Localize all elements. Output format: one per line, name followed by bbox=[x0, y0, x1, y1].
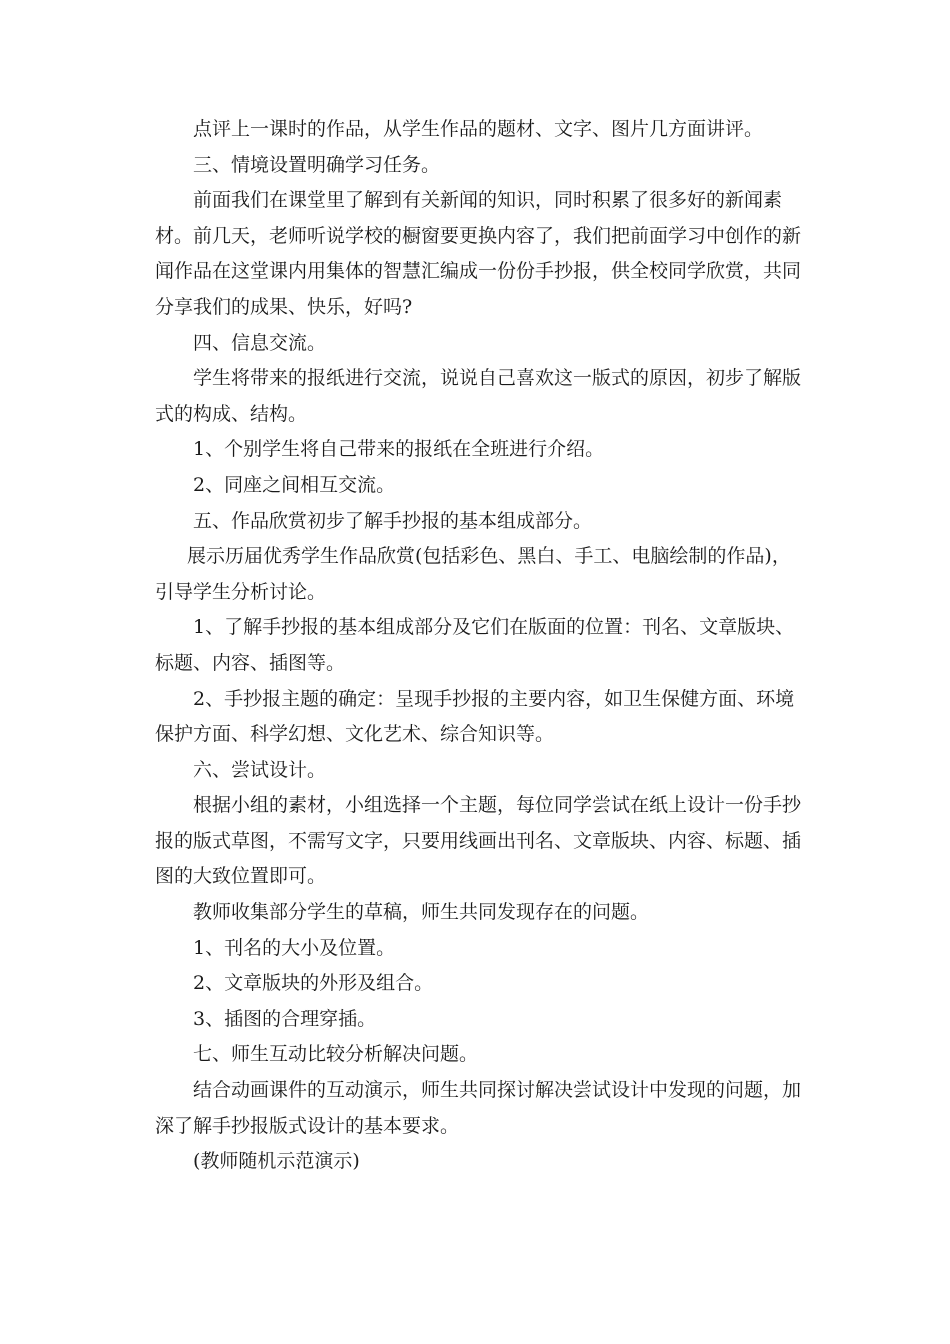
list-item: 1、个别学生将自己带来的报纸在全班进行介绍。 bbox=[193, 438, 605, 461]
paragraph: 教师收集部分学生的草稿，师生共同发现存在的问题。 bbox=[193, 901, 650, 924]
paragraph: 根据小组的素材，小组选择一个主题，每位同学尝试在纸上设计一份手抄报的版式草图，不需写文字，只要用线画出刊名、文章版块、内容、标题、插图的大致位置即可。 bbox=[155, 794, 802, 888]
list-item: 2、文章版块的外形及组合。 bbox=[193, 972, 434, 995]
section-heading: 七、师生互动比较分析解决问题。 bbox=[193, 1043, 479, 1066]
section-heading: 四、信息交流。 bbox=[193, 331, 327, 354]
document-body bbox=[155, 112, 805, 1180]
paragraph: (教师随机示范演示) bbox=[193, 1150, 360, 1173]
section-heading: 三、情境设置明确学习任务。 bbox=[193, 153, 441, 176]
paragraph: 学生将带来的报纸进行交流，说说自己喜欢这一版式的原因，初步了解版式的构成、结构。 bbox=[155, 367, 802, 425]
list-item: 2、同座之间相互交流。 bbox=[193, 473, 396, 496]
list-item: 1、刊名的大小及位置。 bbox=[193, 936, 396, 959]
paragraph: 结合动画课件的互动演示，师生共同探讨解决尝试设计中发现的问题，加深了解手抄报版式设计的基本要求。 bbox=[155, 1079, 802, 1137]
list-item: 2、手抄报主题的确定：呈现手抄报的主要内容，如卫生保健方面、环境保护方面、科学幻想、文化艺术、综合知识等。 bbox=[155, 687, 795, 746]
section-heading: 六、尝试设计。 bbox=[193, 758, 327, 781]
paragraph: 前面我们在课堂里了解到有关新闻的知识，同时积累了很多好的新闻素材。前几天，老师听说学校的橱窗要更换内容了，我们把前面学习中创作的新闻作品在这堂课内用集体的智慧汇编成一份份手抄报，供全校同学欣赏，共同分享我们的成果、快乐，好吗? bbox=[155, 189, 802, 318]
paragraph: 点评上一课时的作品，从学生作品的题材、文字、图片几方面讲评。 bbox=[193, 118, 764, 140]
list-item: 3、插图的合理穿插。 bbox=[193, 1007, 377, 1030]
section-heading: 五、作品欣赏初步了解手抄报的基本组成部分。 bbox=[193, 509, 593, 532]
paragraph: 展示历届优秀学生作品欣赏(包括彩色、黑白、手工、电脑绘制的作品)，引导学生分析讨论。 bbox=[155, 545, 791, 603]
list-item: 1、了解手抄报的基本组成部分及它们在版面的位置：刊名、文章版块、标题、内容、插图等。 bbox=[155, 616, 795, 674]
